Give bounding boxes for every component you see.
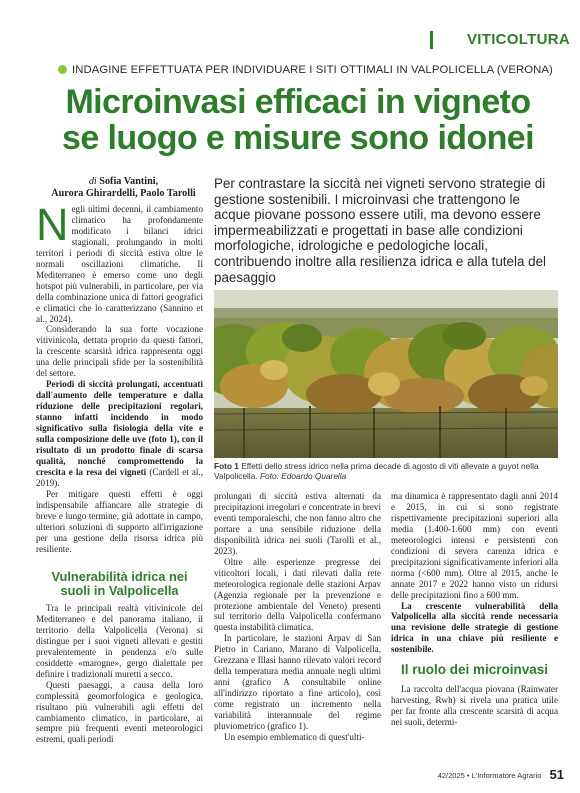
paragraph: La raccolta dell'acqua piovana (Rainwater harvesting, Rwh) si rivela una pratica utile per far fronte alla crescente scarsità di acqua nei suoli, determi- <box>391 683 558 727</box>
paragraph: Per mitigare questi effetti è oggi indispensabile affiancare alle strategie di breve e lungo termine, già adottate in campo, ulteriori soluzioni di supporto all'irrigazione per una gestione della risorsa idrica più resiliente. <box>36 488 203 554</box>
paragraph: egli ultimi decenni, il cambiamento climatico ha profondamente modificato i bilanci idrici stagionali, prolungando in molti territori i periodi di siccità estiva oltre le normali oscillazioni climatiche. Il Mediterraneo è emerso come uno degli hotspot più vulnerabili, in particolare, per via della combinazione unica di fattori geografici e climatici che lo caratterizzano (Sannino et al., 2024). <box>36 204 203 324</box>
vineyard-photo <box>214 290 558 458</box>
headline <box>38 84 558 156</box>
byline-authors-2: Aurora Ghirardelli, Paolo Tarolli <box>51 188 196 199</box>
headline-line-2: se luogo e misure sono idonei <box>62 119 534 157</box>
magazine-name: L'Informatore Agrario <box>471 771 542 780</box>
paragraph: Questi paesaggi, a causa della loro complessità geomorfologica e geologica, risultano più vulnerabili agli effetti del cambiamento climatico, in particolare, ai sempre più frequenti eventi meteorologici estremi, quali periodi <box>36 679 203 745</box>
section-label: VITICOLTURA <box>466 31 570 48</box>
caption-text: Effetti dello stress idrico nella prima decade di agosto di viti allevate a guyot nella Valpolicella. <box>214 461 539 481</box>
paragraph-bold-text: Periodi di siccità prolungati, accentuati dall'aumento delle temperature e dalla riduzione delle precipitazioni regolari, stanno infatti incidendo in modo significativo sulla fisiologia della vite e sulla composizione delle uve (foto 1), con il risultato di un prodotto finale di scarsa qualità, nonché compromettendo la crescita e la resa dei vigneti <box>36 379 203 477</box>
lede: Per contrastare la siccità nei vigneti servono strategie di gestione sostenibili. I microinvasi che trattengono le acque piovane possono essere utili, ma devono essere impermeabilizzati e progettati in base alle condizioni morfologiche, idrologiche e pedologiche locali, contribuendo inoltre alla resilienza idrica e alla tutela del paesaggio <box>214 176 546 285</box>
vineyard-photo-illustration <box>214 290 558 458</box>
bullet-dot-icon <box>58 65 67 74</box>
byline-authors-1: Sofia Vantini, <box>99 176 159 187</box>
column-1-top <box>36 199 204 555</box>
caption-credit: Foto: Edoardo Quarella <box>259 471 347 481</box>
paragraph-bold: La crescente vulnerabilità della Valpolicella alla siccità rende necessaria una revisione delle strategie di gestione idrica in una chiave più resiliente e sostenibile. <box>391 600 558 655</box>
subheading: Il ruolo dei microinvasi <box>400 662 549 678</box>
subheading: Vulnerabilità idrica nei suoli in Valpolicella <box>51 569 188 598</box>
paragraph: In particolare, le stazioni Arpav di San Pietro in Cariano, Marano di Valpolicella, Grezzana e Illasi hanno rilevato valori record della temperatura media annuale negli ultimi anni (grafico A consultabile online all'indirizzo riportato a fine articolo), così come registrato un incremento nella variabilità interannuale del regime pluviometrico (grafico 1). <box>214 633 381 732</box>
paragraph: Un esempio emblematico di quest'ulti- <box>224 731 365 742</box>
column-3 <box>391 491 558 728</box>
issue-number: 42/2025 <box>437 771 465 780</box>
paragraph: prolungati di siccità estiva alternati da precipitazioni irregolari e concentrate in brevi eventi temporaleschi, che non fanno altro che portare a una sensibile riduzione della disponibilità idrica nei suoli (Tarolli et al., 2023). <box>214 491 381 556</box>
paragraph: Considerando la sua forte vocazione vitivinicola, dettata proprio da questi fattori, la crescente scarsità idrica rappresenta oggi una delle principali sfide per la sostenibilità del settore. <box>36 324 203 379</box>
kicker <box>58 64 563 76</box>
kicker-text: INDAGINE EFFETTUATA PER INDIVIDUARE I SITI OTTIMALI IN VALPOLICELLA (VERONA) <box>72 64 553 76</box>
caption-label: Foto 1 <box>214 461 239 471</box>
column-1-bottom <box>36 564 203 745</box>
paragraph: ma dinamica è rappresentato dagli anni 2014 e 2015, in cui si sono registrate rispettivamente precipitazioni superiori alla media (1.400-1.600 mm) con eventi meteorologici intensi e persistenti con condizioni di severa carenza idrica e precipitazioni significativamente inferiori alla norma (<600 mm). Oltre al 2015, anche le annate 2017 e 2022 hanno visto un ridursi delle precipitazioni fino a 600 mm. <box>391 491 558 600</box>
section-marker-bar <box>430 31 433 49</box>
paragraph: Oltre alle esperienze pregresse dei viticoltori locali, i dati rilevati dalla rete meteorologica regionale delle stazioni Arpav (Agenzia regionale per la prevenzione e protezione ambientale del Veneto) presenti sul territorio della Valpolicella confermano questa instabilità climatica. <box>214 556 381 633</box>
paragraph: Tra le principali realtà vitivinicole del Mediterraneo e del panorama italiano, il territorio della Valpolicella (Verona) si distingue per i suoi vigneti allevati e gestiti prevalentemente in pendenza e/o sulle cosiddette «marogne», gergo dialettale per definire i tradizionali muretti a secco. <box>36 603 203 679</box>
byline-prefix: di <box>88 176 97 187</box>
page-footer: 42/2025 • L'Informatore Agrario 51 <box>437 767 564 782</box>
dropcap: N <box>36 199 69 250</box>
byline <box>36 176 211 200</box>
citation: (Cardell et al., 2019). <box>36 466 204 488</box>
paragraph-bold <box>36 379 203 489</box>
column-2 <box>214 491 381 743</box>
page-number: 51 <box>549 767 564 782</box>
photo-caption <box>214 461 558 481</box>
headline-line-1: Microinvasi efficaci in vigneto <box>65 83 531 121</box>
